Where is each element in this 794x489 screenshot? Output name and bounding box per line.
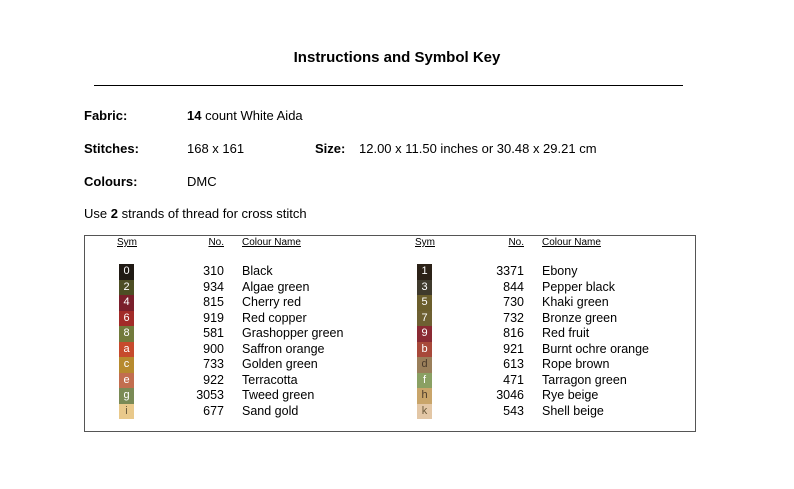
symbol-char: a <box>123 342 130 355</box>
symbol-char: 1 <box>421 265 428 277</box>
colour-number: 581 <box>203 326 224 340</box>
colour-name: Cherry red <box>242 295 302 309</box>
colours-value: DMC <box>187 174 217 189</box>
colour-number: 733 <box>203 357 224 371</box>
symbol-swatch <box>417 342 432 358</box>
symbol-column-right <box>417 264 432 419</box>
colour-name: Rye beige <box>542 388 599 402</box>
symbol-char: d <box>421 358 428 370</box>
name-column-right <box>542 264 649 419</box>
header-no-right: No. <box>508 237 524 248</box>
colour-number: 844 <box>503 279 524 294</box>
colour-name: Red copper <box>242 310 307 325</box>
colour-number: 3053 <box>196 388 224 402</box>
fabric-count: 14 <box>187 108 202 123</box>
colour-name: Terracotta <box>242 372 298 387</box>
size-label: Size: <box>315 141 346 156</box>
symbol-swatch <box>417 280 432 296</box>
symbol-swatch <box>119 295 134 311</box>
symbol-swatch <box>119 357 134 373</box>
symbol-char: 7 <box>421 311 428 324</box>
colour-name: Grashopper green <box>242 326 344 340</box>
fabric-label: Fabric: <box>84 108 128 123</box>
size-value: 12.00 x 11.50 inches or 30.48 x 29.21 cm <box>359 141 597 156</box>
fabric-value <box>187 108 303 123</box>
colour-name: Red fruit <box>542 326 590 340</box>
symbol-swatch <box>119 264 134 280</box>
colour-number: 471 <box>503 372 524 387</box>
symbol-char: g <box>123 389 130 401</box>
symbol-char: c <box>123 358 130 370</box>
colour-number: 816 <box>503 326 524 340</box>
colour-number: 815 <box>203 295 224 309</box>
symbol-swatch <box>417 295 432 311</box>
colour-name: Ebony <box>542 264 578 278</box>
symbol-swatch <box>417 404 432 420</box>
symbol-char: e <box>123 373 130 386</box>
colour-number: 310 <box>203 264 224 278</box>
header-sym-right: Sym <box>415 237 435 248</box>
header-sym-left: Sym <box>117 237 137 248</box>
page-title: Instructions and Symbol Key <box>293 49 501 66</box>
colour-number: 677 <box>203 403 224 418</box>
colour-name: Black <box>242 264 273 278</box>
colour-number: 732 <box>503 310 524 325</box>
symbol-char: h <box>421 389 428 401</box>
colour-number: 922 <box>203 372 224 387</box>
stitches-label: Stitches: <box>84 141 139 156</box>
colour-name: Bronze green <box>542 310 618 325</box>
symbol-char: f <box>422 373 427 386</box>
symbol-swatch <box>119 326 134 342</box>
symbol-swatch <box>417 326 432 342</box>
symbol-char: 9 <box>421 327 428 339</box>
symbol-swatch <box>119 373 134 389</box>
number-column-left <box>170 264 224 419</box>
stitches-value: 168 x 161 <box>187 141 245 156</box>
symbol-swatch <box>417 373 432 389</box>
colour-number: 543 <box>503 403 524 418</box>
name-column-left <box>242 264 343 419</box>
colour-name: Burnt ochre orange <box>542 341 650 356</box>
strands-count: 2 <box>110 206 118 221</box>
colour-number: 3046 <box>496 388 524 402</box>
colour-number: 921 <box>503 341 524 356</box>
symbol-column-left <box>119 264 134 419</box>
symbol-swatch <box>417 388 432 404</box>
strands-post: strands of thread for cross stitch <box>121 206 307 221</box>
colour-name: Tarragon green <box>542 372 627 387</box>
number-column-right <box>470 264 524 419</box>
strands-instruction <box>84 206 307 221</box>
header-name-right: Colour Name <box>542 237 601 248</box>
symbol-swatch <box>417 311 432 327</box>
header-name-left: Colour Name <box>242 237 301 248</box>
colour-name: Algae green <box>242 279 310 294</box>
colour-name: Rope brown <box>542 357 610 371</box>
colour-name: Khaki green <box>542 295 609 309</box>
colours-label: Colours: <box>84 174 138 189</box>
header-no-left: No. <box>208 237 224 248</box>
colour-name: Golden green <box>242 357 318 371</box>
symbol-char: i <box>125 404 128 417</box>
symbol-swatch <box>417 264 432 280</box>
colour-name: Shell beige <box>542 403 604 418</box>
symbol-char: 5 <box>421 296 428 308</box>
symbol-swatch <box>119 280 134 296</box>
fabric-desc: count White Aida <box>205 108 303 123</box>
symbol-swatch <box>119 342 134 358</box>
symbol-char: 8 <box>123 327 130 339</box>
title-divider <box>94 85 683 86</box>
colour-name: Pepper black <box>542 279 615 294</box>
colour-number: 3371 <box>496 264 524 278</box>
colour-number: 613 <box>503 357 524 371</box>
colour-name: Tweed green <box>242 388 315 402</box>
symbol-swatch <box>417 357 432 373</box>
colour-number: 730 <box>503 295 524 309</box>
symbol-char: 4 <box>123 296 130 308</box>
symbol-char: 2 <box>123 280 130 293</box>
symbol-char: k <box>421 404 428 417</box>
colour-number: 934 <box>203 279 224 294</box>
symbol-swatch <box>119 311 134 327</box>
symbol-swatch <box>119 388 134 404</box>
symbol-char: 0 <box>123 265 130 277</box>
colour-number: 900 <box>203 341 224 356</box>
symbol-char: b <box>421 342 428 355</box>
colour-name: Saffron orange <box>242 341 325 356</box>
strands-pre: Use <box>84 206 108 221</box>
colour-name: Sand gold <box>242 403 299 418</box>
symbol-char: 3 <box>421 280 428 293</box>
symbol-swatch <box>119 404 134 420</box>
colour-number: 919 <box>203 310 224 325</box>
symbol-char: 6 <box>123 311 130 324</box>
